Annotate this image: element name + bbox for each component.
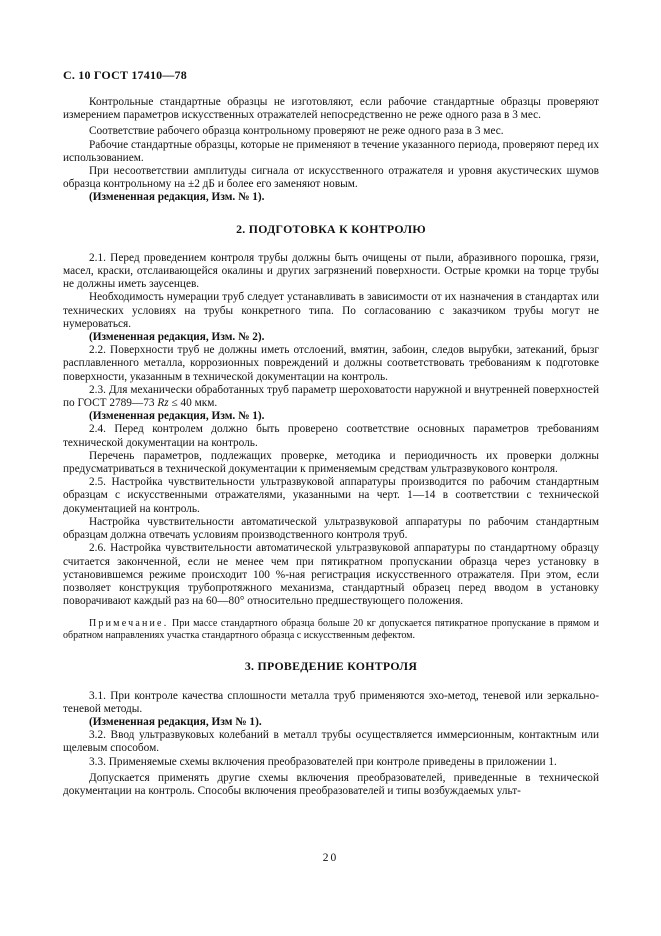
section-2-title: 2. ПОДГОТОВКА К КОНТРОЛЮ bbox=[236, 221, 426, 236]
paragraph: 2.4. Перед контролем должно быть проверено соответствие основных параметров требованиям технической документации на контроль. bbox=[63, 423, 599, 449]
amendment-note: (Измененная редакция, Изм. № 2). bbox=[89, 331, 265, 344]
paragraph: 2.1. Перед проведением контроля трубы должны быть очищены от пыли, абразивного порошка, грязи, масел, краски, отслаивающейся окалины и других загрязнений поверхности. Острые кромки на торце трубы не должны иметь заусенцев. bbox=[63, 251, 599, 291]
paragraph: Рабочие стандартные образцы, которые не применяют в течение указанного периода, проверяют перед их использованием. bbox=[63, 138, 599, 164]
paragraph: 3.3. Применяемые схемы включения преобразователей при контроле приведены в приложении 1. bbox=[89, 755, 557, 768]
note bbox=[63, 618, 599, 642]
document-body bbox=[63, 96, 599, 798]
paragraph: Настройка чувствительности автоматической ультразвуковой аппаратуры по рабочим стандартным образцам должна отвечать условиям производственного контроля труб. bbox=[63, 515, 599, 542]
paragraph: 2.5. Настройка чувствительности ультразвуковой аппаратуры производится по рабочим стандартным образцам с искусственными отражателями, указанными на черт. 1—14 в соответствии с технической документацией на контроль. bbox=[63, 476, 599, 515]
note-text: При массе стандартного образца больше 20 кг допускается пятикратное пропускание в прямом и обратном направлениях участка стандартного образца с искусственным дефектом. bbox=[63, 618, 599, 642]
paragraph: Перечень параметров, подлежащих проверке, методика и периодичность их проверки должны предусматриваться в технической документации к применяемым средствам ультразвукового контроля. bbox=[63, 449, 599, 476]
paragraph: Необходимость нумерации труб следует устанавливать в зависимости от их назначения в стандартах или технических условиях на трубы конкретного типа. По согласованию с заказчиком трубы могут не нумероваться. bbox=[63, 291, 599, 330]
note-label: Примечание. bbox=[89, 618, 169, 630]
paragraph: 2.6. Настройка чувствительности автоматической ультразвуковой аппаратуры по стандартному образцу считается законченной, если не менее чем при пятикратном пропускании образца через установку в установившемся режиме происходит 100 %-ная регистрация искусственного отражателя. При этом, если позволяет конструкция трубопротяжного механизма, стандартный образец перед вводом в установку поворачивают каждый раз на 60—80° относительно предшествующего положения. bbox=[63, 542, 599, 608]
page-header: С. 10 ГОСТ 17410—78 bbox=[63, 68, 187, 82]
section-3-title: 3. ПРОВЕДЕНИЕ КОНТРОЛЯ bbox=[244, 659, 418, 674]
paragraph: Соответствие рабочего образца контрольному проверяют не реже одного раза в 3 мес. bbox=[89, 125, 504, 138]
paragraph: 3.2. Ввод ультразвуковых колебаний в металл трубы осуществляется иммерсионным, контактным или щелевым способом. bbox=[63, 729, 599, 755]
roughness-symbol: Rz bbox=[157, 397, 169, 410]
amendment-note: (Измененная редакция, Изм № 1). bbox=[89, 715, 262, 728]
paragraph: При несоответствии амплитуды сигнала от искусственного отражателя и уровня акустических шумов образца контрольному на ±2 дБ и более его заменяют новым. bbox=[63, 165, 599, 191]
paragraph bbox=[63, 384, 599, 410]
paragraph-text: ≤ 40 мкм. bbox=[168, 397, 218, 410]
amendment-note: (Измененная редакция, Изм. № 1). bbox=[89, 410, 265, 423]
paragraph: 3.1. При контроле качества сплошности металла труб применяются эхо-метод, теневой или зеркально-теневой методы. bbox=[63, 689, 599, 715]
paragraph: 2.2. Поверхности труб не должны иметь отслоений, вмятин, забоин, следов вырубки, затеканий, брызг расплавленного металла, коррозионных повреждений и должны соответствовать требованиям к подготовке поверхности, указанным в технической документации на контроль. bbox=[63, 344, 599, 383]
amendment-note: (Измененная редакция, Изм. № 1). bbox=[89, 191, 265, 204]
paragraph-text: 2.3. Для механически обработанных труб параметр шероховатости наружной и внутренней поверхностей по ГОСТ 2789—73 bbox=[63, 383, 599, 410]
paragraph: Допускается применять другие схемы включения преобразователей, приведенные в технической документации на контроль. Способы включения преобразователей и типы возбуждаемых ульт- bbox=[63, 771, 599, 797]
paragraph: Контрольные стандартные образцы не изготовляют, если рабочие стандартные образцы проверяют измерением параметров искусственных отражателей непосредственно не реже одного раза в 3 мес. bbox=[63, 96, 599, 122]
page-number: 20 bbox=[322, 852, 339, 864]
